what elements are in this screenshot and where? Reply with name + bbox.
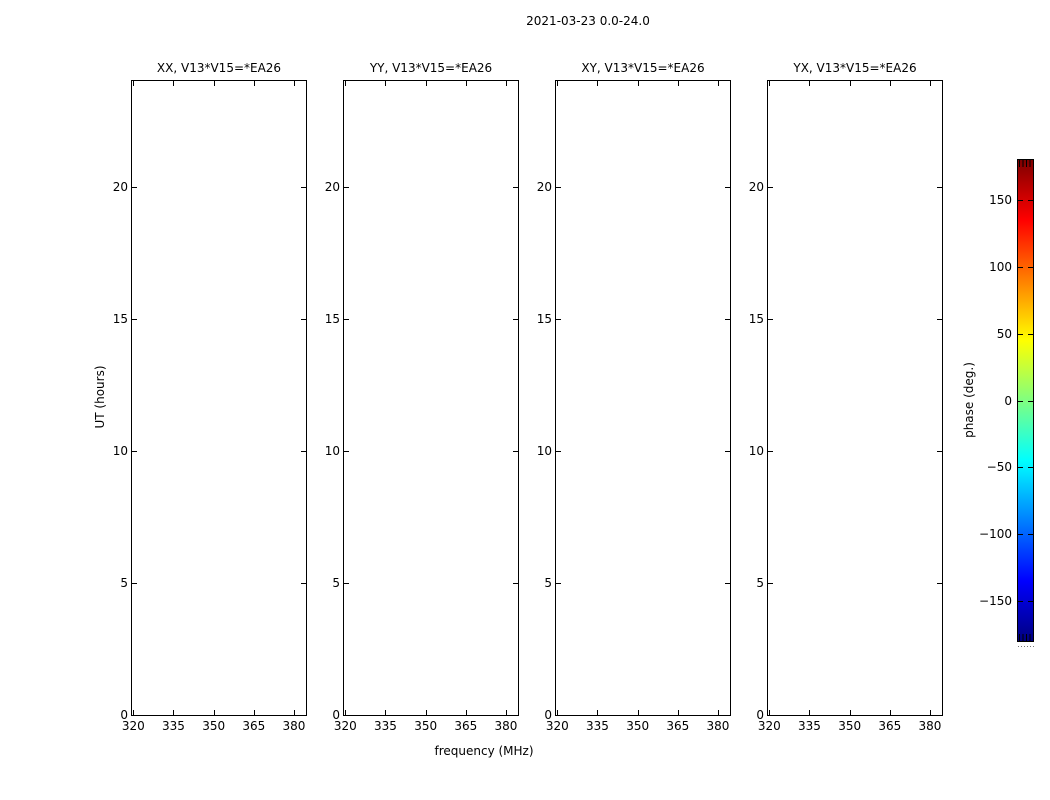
colorbar-label: phase (deg.) <box>962 362 976 438</box>
y-tick-mark-right <box>301 451 306 452</box>
colorbar-top-hatch-marks <box>1019 160 1032 167</box>
y-tick-mark-right <box>725 715 730 716</box>
colorbar-tick-mark-left <box>1018 534 1023 535</box>
x-tick-mark-bottom <box>718 710 719 715</box>
y-tick-label: 15 <box>748 311 764 326</box>
y-tick-mark-right <box>301 187 306 188</box>
plot-area-yx <box>748 80 943 733</box>
y-tick-label: 5 <box>756 575 764 590</box>
x-tick-label: 380 <box>918 719 942 733</box>
y-tick-mark-left <box>556 583 561 584</box>
colorbar-tick-mark-right <box>1028 401 1033 402</box>
y-tick-label: 0 <box>332 708 340 722</box>
y-tick-label: 20 <box>748 179 764 194</box>
x-tick-mark-top <box>678 81 679 86</box>
x-tick-label: 335 <box>374 719 397 733</box>
y-tick-label: 10 <box>324 443 340 458</box>
y-tick-mark-left <box>556 715 561 716</box>
subplot-title-yy: YY, V13*V15=*EA26 <box>369 61 493 75</box>
subplot-yx <box>748 61 943 733</box>
x-tick-mark-top <box>214 81 215 86</box>
y-tick-mark-left <box>132 319 137 320</box>
y-tick-mark-right <box>513 187 518 188</box>
x-tick-mark-bottom <box>638 710 639 715</box>
colorbar-tick-mark-right <box>1028 200 1033 201</box>
x-tick-label: 350 <box>626 719 650 733</box>
y-tick-mark-left <box>556 451 561 452</box>
colorbar-tick-label: −150 <box>979 593 1012 608</box>
x-tick-mark-top <box>809 81 810 86</box>
x-tick-label: 320 <box>545 719 569 733</box>
x-tick-mark-top <box>557 81 558 86</box>
y-tick-mark-right <box>725 583 730 584</box>
x-tick-label: 380 <box>706 719 730 733</box>
colorbar-tick-label: 0 <box>1004 393 1012 408</box>
x-tick-mark-bottom <box>597 710 598 715</box>
y-tick-mark-right <box>513 451 518 452</box>
y-tick-label: 10 <box>748 443 764 458</box>
y-tick-label: 20 <box>536 179 552 194</box>
x-tick-mark-top <box>294 81 295 86</box>
x-tick-mark-bottom <box>385 710 386 715</box>
subplot-title-yx: YX, V13*V15=*EA26 <box>793 61 917 75</box>
x-tick-mark-bottom <box>850 710 851 715</box>
x-tick-mark-bottom <box>466 710 467 715</box>
x-tick-label: 365 <box>454 719 478 733</box>
plot-area-yy <box>324 80 519 733</box>
x-tick-label: 365 <box>666 719 690 733</box>
colorbar-tick-label: −100 <box>979 527 1012 542</box>
x-tick-mark-bottom <box>506 710 507 715</box>
y-tick-mark-right <box>301 715 306 716</box>
figure-title: 2021-03-23 0.0-24.0 <box>526 14 650 28</box>
x-tick-label: 350 <box>202 719 226 733</box>
y-tick-mark-left <box>768 715 773 716</box>
y-tick-label: 0 <box>756 708 764 722</box>
x-tick-mark-top <box>133 81 134 86</box>
x-tick-mark-top <box>466 81 467 86</box>
x-axis-label: frequency (MHz) <box>434 744 534 758</box>
y-tick-mark-left <box>768 187 773 188</box>
colorbar-tick-mark-left <box>1018 200 1023 201</box>
x-tick-mark-top <box>769 81 770 86</box>
y-tick-mark-right <box>937 451 942 452</box>
y-tick-mark-right <box>725 187 730 188</box>
colorbar-tick-mark-right <box>1028 334 1033 335</box>
y-tick-mark-right <box>301 319 306 320</box>
y-tick-mark-left <box>344 187 349 188</box>
y-tick-label: 20 <box>324 179 340 194</box>
y-axis-label: UT (hours) <box>93 365 107 429</box>
colorbar-tick-label: −50 <box>986 460 1012 475</box>
x-tick-mark-bottom <box>173 710 174 715</box>
x-tick-mark-bottom <box>294 710 295 715</box>
x-tick-mark-top <box>890 81 891 86</box>
x-tick-mark-top <box>426 81 427 86</box>
x-tick-label: 335 <box>162 719 185 733</box>
x-tick-label: 335 <box>798 719 821 733</box>
y-tick-mark-left <box>768 583 773 584</box>
y-tick-mark-left <box>556 187 561 188</box>
x-tick-mark-bottom <box>254 710 255 715</box>
y-tick-label: 15 <box>112 311 128 326</box>
x-tick-label: 350 <box>414 719 438 733</box>
colorbar-tick-mark-left <box>1018 467 1023 468</box>
x-tick-mark-bottom <box>809 710 810 715</box>
colorbar-tick-mark-left <box>1018 334 1023 335</box>
y-tick-label: 15 <box>536 311 552 326</box>
y-tick-mark-left <box>768 451 773 452</box>
y-tick-label: 5 <box>332 575 340 590</box>
y-tick-mark-right <box>513 319 518 320</box>
x-tick-mark-top <box>597 81 598 86</box>
subplot-xy <box>536 61 731 733</box>
x-tick-mark-bottom <box>930 710 931 715</box>
x-tick-mark-top <box>718 81 719 86</box>
y-tick-label: 5 <box>544 575 552 590</box>
colorbar-tick-label: 100 <box>989 259 1012 274</box>
y-tick-label: 0 <box>120 708 128 722</box>
x-tick-mark-top <box>850 81 851 86</box>
y-tick-mark-left <box>768 319 773 320</box>
y-tick-mark-left <box>132 715 137 716</box>
colorbar-tick-mark-right <box>1028 534 1033 535</box>
y-tick-mark-right <box>513 583 518 584</box>
y-tick-label: 10 <box>536 443 552 458</box>
y-tick-mark-right <box>937 715 942 716</box>
plot-area-xx <box>112 80 307 733</box>
colorbar-gradient <box>979 159 1034 642</box>
y-tick-mark-right <box>725 451 730 452</box>
y-tick-label: 10 <box>112 443 128 458</box>
y-tick-mark-left <box>132 583 137 584</box>
colorbar-tick-label: 150 <box>989 193 1012 208</box>
colorbar-tick-mark-left <box>1018 267 1023 268</box>
colorbar-bottom-dotted-line <box>1018 646 1034 647</box>
x-tick-label: 320 <box>121 719 145 733</box>
y-tick-mark-left <box>344 583 349 584</box>
y-tick-mark-left <box>132 187 137 188</box>
y-tick-mark-right <box>937 187 942 188</box>
y-tick-mark-left <box>344 319 349 320</box>
colorbar-tick-label: 50 <box>996 326 1012 341</box>
x-tick-mark-top <box>638 81 639 86</box>
subplot-title-xx: XX, V13*V15=*EA26 <box>156 61 282 75</box>
x-tick-label: 380 <box>494 719 518 733</box>
x-tick-label: 365 <box>878 719 902 733</box>
y-tick-mark-right <box>937 319 942 320</box>
subplot-title-xy: XY, V13*V15=*EA26 <box>581 61 705 75</box>
y-tick-label: 20 <box>112 179 128 194</box>
y-tick-mark-left <box>344 715 349 716</box>
x-tick-label: 320 <box>333 719 357 733</box>
x-tick-label: 320 <box>757 719 781 733</box>
y-tick-label: 15 <box>324 311 340 326</box>
y-tick-mark-left <box>132 451 137 452</box>
x-tick-mark-bottom <box>214 710 215 715</box>
x-tick-label: 350 <box>838 719 862 733</box>
plot-area-xy <box>536 80 731 733</box>
x-tick-mark-bottom <box>678 710 679 715</box>
colorbar-bottom-hatch-marks <box>1019 634 1032 641</box>
x-tick-mark-bottom <box>890 710 891 715</box>
x-tick-mark-top <box>173 81 174 86</box>
y-tick-mark-left <box>344 451 349 452</box>
y-tick-mark-right <box>513 715 518 716</box>
x-tick-mark-top <box>254 81 255 86</box>
x-tick-mark-top <box>506 81 507 86</box>
x-tick-label: 335 <box>586 719 609 733</box>
x-tick-mark-top <box>345 81 346 86</box>
colorbar-tick-mark-left <box>1018 601 1023 602</box>
y-tick-mark-left <box>556 319 561 320</box>
colorbar-tick-mark-right <box>1028 267 1033 268</box>
y-tick-mark-right <box>937 583 942 584</box>
subplot-yy <box>324 61 519 733</box>
colorbar-tick-mark-left <box>1018 401 1023 402</box>
y-tick-label: 5 <box>120 575 128 590</box>
x-tick-label: 380 <box>282 719 306 733</box>
colorbar-tick-mark-right <box>1028 467 1033 468</box>
x-tick-mark-top <box>930 81 931 86</box>
colorbar-tick-mark-right <box>1028 601 1033 602</box>
x-tick-mark-top <box>385 81 386 86</box>
y-tick-label: 0 <box>544 708 552 722</box>
y-tick-mark-right <box>301 583 306 584</box>
x-tick-mark-bottom <box>426 710 427 715</box>
subplot-xx <box>112 61 307 733</box>
x-tick-label: 365 <box>242 719 266 733</box>
y-tick-mark-right <box>725 319 730 320</box>
